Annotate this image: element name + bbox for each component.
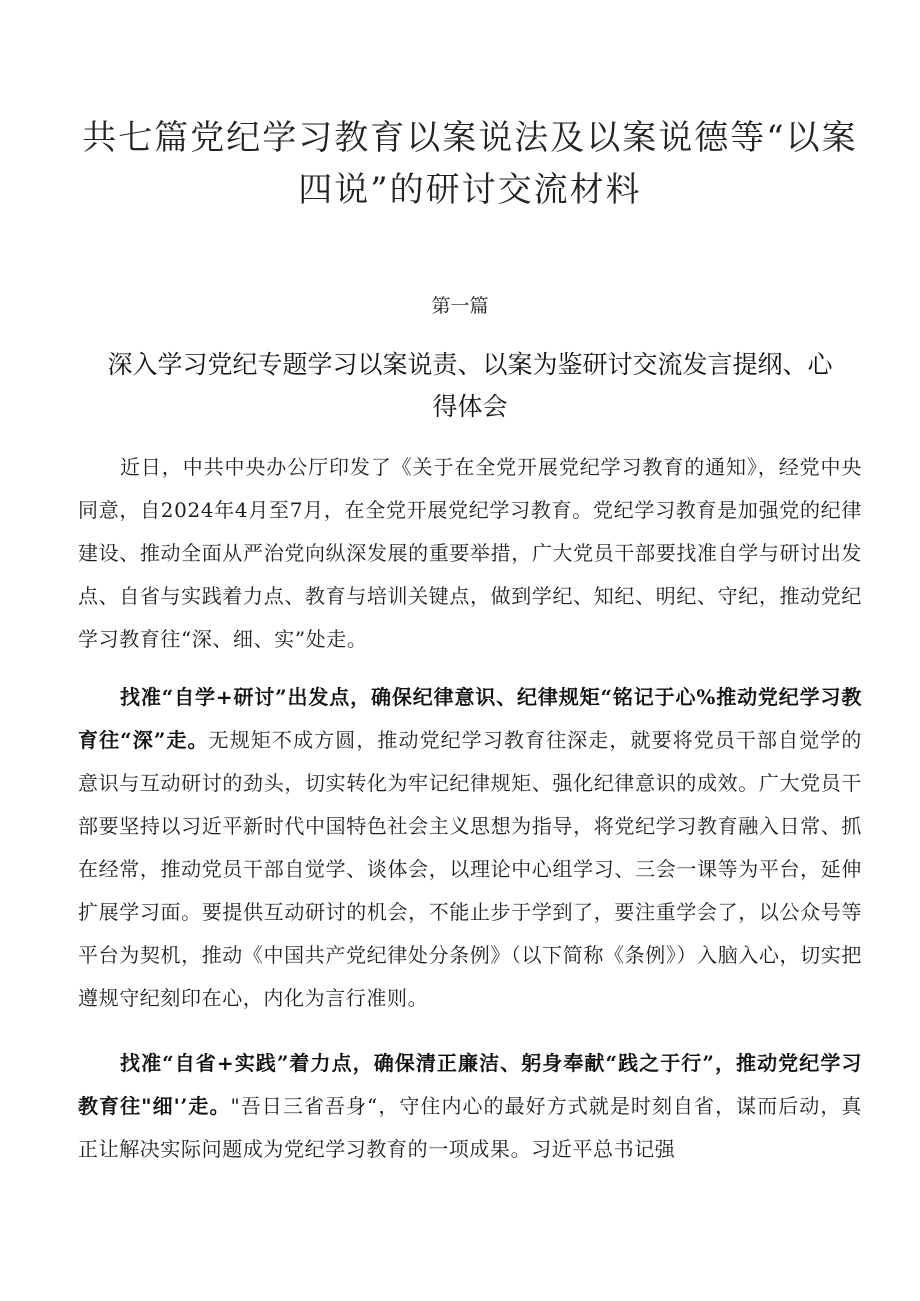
body-paragraph-2	[78, 676, 862, 1020]
body-paragraph-1	[78, 446, 862, 661]
paragraph-lead-heading: 找准“自学+研讨”出发点，确保纪律意识、纪律规矩“铭记于心%推动党纪学习教育往“深”走。	[78, 685, 862, 752]
document-title: 共七篇党纪学习教育以案说法及以案说德等“以案四说”的研讨交流材料	[82, 118, 858, 210]
body-paragraph-3	[78, 1042, 862, 1171]
paragraph-text: "吾日三省吾身“，守住内心的最好方式就是时刻自省，谋而后动，真正让解决实际问题成为党纪学习教育的一项成果。习近平总书记强	[78, 1094, 862, 1161]
paragraph-text: 无规矩不成方圆，推动党纪学习教育往深走，就要将党员干部自觉学的意识与互动研讨的劲头，切实转化为牢记纪律规矩、强化纪律意识的成效。广大党员干部要坚持以习近平新时代中国特色社会主义思想为指导，将党纪学习教育融入日常、抓在经常，推动党员干部自觉学、谈体会，以理论中心组学习、三会一课等为平台，延伸扩展学习面。要提供互动研讨的机会，不能止步于学到了，要注重学会了，以公众号等平台为契机，推动《中国共产党纪律处分条例》（以下简称《条例》）入脑入心，切实把遵规守纪刻印在心，内化为言行准则。	[78, 728, 862, 1010]
paragraph-text: 近日，中共中央办公厅印发了《关于在全党开展党纪学习教育的通知》，经党中央同意，自2024年4月至7月，在全党开展党纪学习教育。党纪学习教育是加强党的纪律建设、推动全面从严治党向纵深发展的重要举措，广大党员干部要找准自学与研讨出发点、自省与实践着力点、教育与培训关键点，做到学纪、知纪、明纪、守纪，推动党纪学习教育往“深、细、实”处走。	[78, 455, 862, 651]
article-heading: 深入学习党纪专题学习以案说责、以案为鉴研讨交流发言提纲、心得体会	[107, 350, 833, 421]
section-label: 第一篇	[431, 295, 489, 317]
paragraph-lead-heading: 找准“自省+实践”着力点，确保清正廉洁、躬身奉献“践之于行”，推动党纪学习教育往"细'’走。	[78, 1051, 862, 1118]
